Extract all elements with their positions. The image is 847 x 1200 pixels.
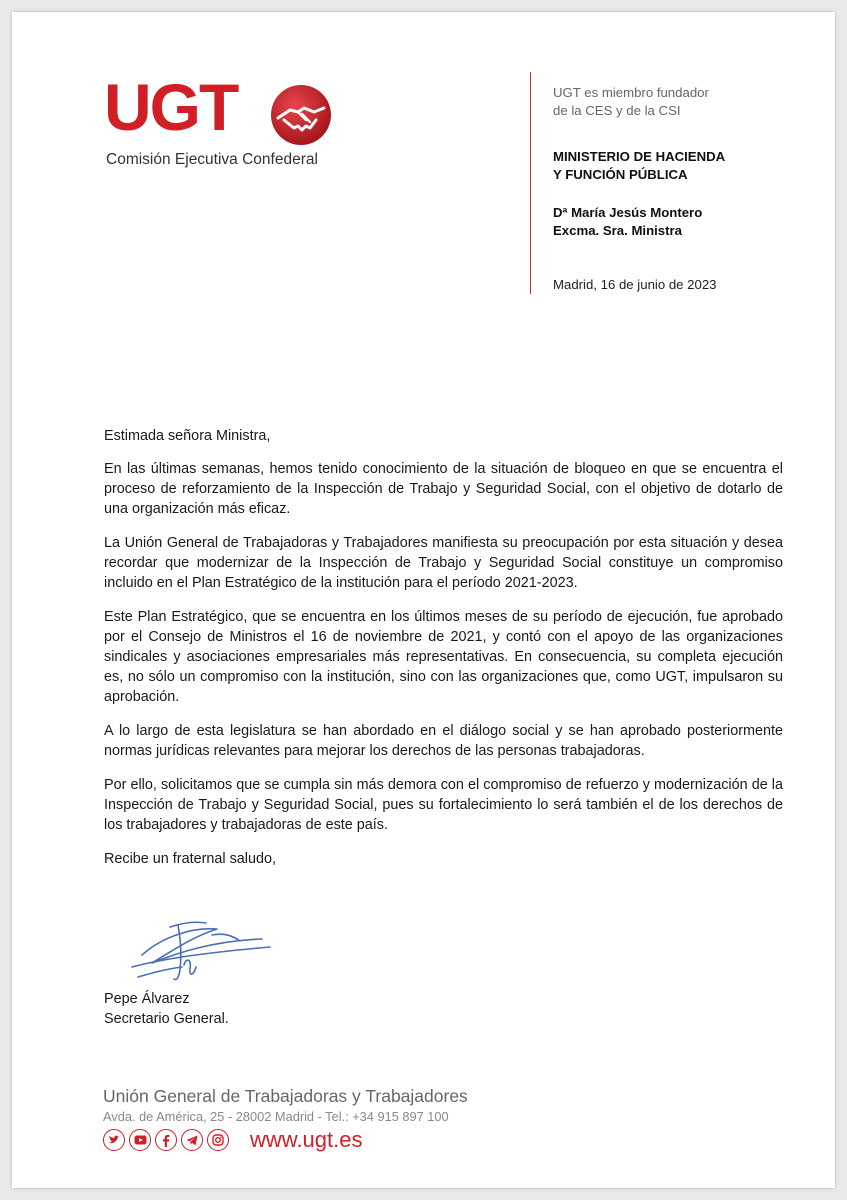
website-link[interactable]: www.ugt.es xyxy=(250,1127,363,1152)
instagram-icon[interactable] xyxy=(207,1129,229,1151)
paragraph-4: A lo largo de esta legislatura se han abordado en el diálogo social y se han aprobado posteriormente normas jurídicas relevantes para mejorar los derechos de las personas trabajadoras. xyxy=(104,723,783,759)
letter-page xyxy=(12,12,835,1188)
paragraph-5: Por ello, solicitamos que se cumpla sin más demora con el compromiso de refuerzo y modernización de la Inspección de Trabajo y Seguridad Social, pues su fortalecimiento lo será también el de los derechos de los trabajadores y trabajadoras de este país. xyxy=(104,777,783,833)
membership-note: UGT es miembro fundador de la CES y de la CSI xyxy=(553,85,709,118)
paragraph-1: En las últimas semanas, hemos tenido conocimiento de la situación de bloqueo en que se encuentra el proceso de reforzamiento de la Inspección de Trabajo y Seguridad Social, con el objetivo de dotarlo de una organización más eficaz. xyxy=(104,461,783,517)
recipient-person: Dª María Jesús Montero Excma. Sra. Ministra xyxy=(553,205,703,238)
header-recipient-block xyxy=(530,72,831,294)
facebook-icon[interactable] xyxy=(155,1129,177,1151)
signer-block xyxy=(104,989,229,1029)
paragraph-2: La Unión General de Trabajadoras y Trabajadores manifiesta su preocupación por esta situación y desea recordar que modernizar de la Inspección de Trabajo y Seguridad Social constituye un compromiso incluido en el Plan Estratégico de la institución para el período 2021-2023. xyxy=(104,535,783,591)
closing: Recibe un fraternal saludo, xyxy=(104,851,276,867)
footer-organization: Unión General de Trabajadoras y Trabajadores xyxy=(103,1086,468,1106)
handshake-emblem-icon xyxy=(270,84,332,146)
signer-title: Secretario General. xyxy=(104,1011,229,1027)
letter-body xyxy=(104,426,783,883)
letter-date: Madrid, 16 de junio de 2023 xyxy=(553,277,717,292)
telegram-icon[interactable] xyxy=(181,1129,203,1151)
social-links xyxy=(103,1129,229,1151)
twitter-icon[interactable] xyxy=(103,1129,125,1151)
handwritten-signature xyxy=(122,907,282,997)
paragraph-3: Este Plan Estratégico, que se encuentra en los últimos meses de su período de ejecución, fue aprobado por el Consejo de Ministros el 16 de noviembre de 2021, y contó con el apoyo de las organizaciones sindicales y asociaciones empresariales más representativas. En consecuencia, su completa ejecución es, no sólo un compromiso con la institución, sino con las organizaciones que, como UGT, impulsaron su aprobación. xyxy=(104,609,783,705)
logo-subtitle: Comisión Ejecutiva Confederal xyxy=(106,151,318,168)
ugt-logo xyxy=(104,70,344,174)
youtube-icon[interactable] xyxy=(129,1129,151,1151)
logo-wordmark: UGT xyxy=(104,70,238,144)
recipient-ministry: MINISTERIO DE HACIENDA Y FUNCIÓN PÚBLICA xyxy=(553,149,726,182)
footer-address: Avda. de América, 25 - 28002 Madrid - Tel.: +34 915 897 100 xyxy=(103,1109,449,1124)
signer-name: Pepe Álvarez xyxy=(104,991,190,1007)
greeting: Estimada señora Ministra, xyxy=(104,428,271,444)
